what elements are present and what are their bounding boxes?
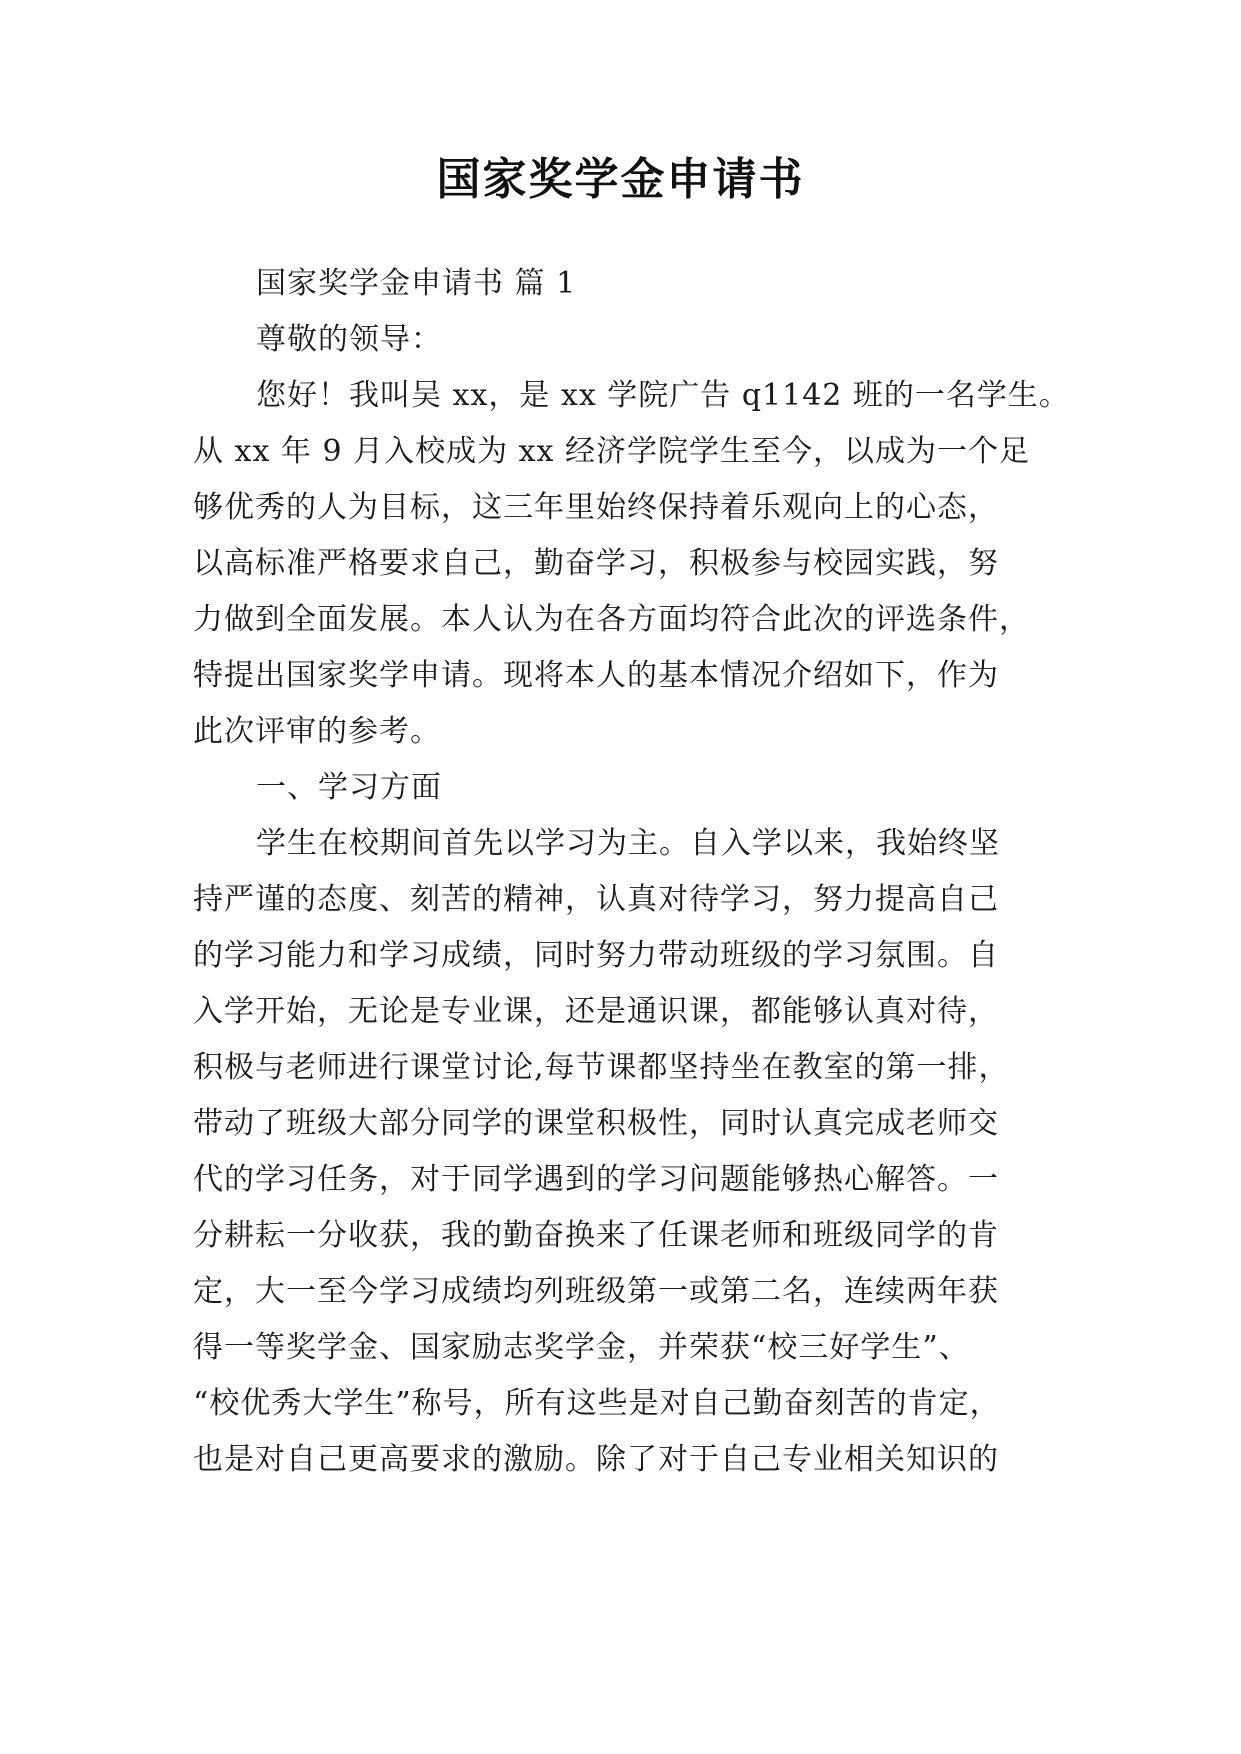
body-line: 带动了班级大部分同学的课堂积极性，同时认真完成老师交 [193, 1106, 999, 1141]
body-line: 入学开始，无论是专业课，还是通识课，都能够认真对待， [193, 994, 999, 1029]
body-line: 的学习能力和学习成绩，同时努力带动班级的学习氛围。自 [193, 938, 999, 973]
body-line: 代的学习任务，对于同学遇到的学习问题能够热心解答。一 [193, 1162, 999, 1197]
body-line: 特提出国家奖学申请。现将本人的基本情况介绍如下，作为 [193, 658, 999, 693]
document-title: 国家奖学金申请书 [436, 154, 805, 205]
body-line: 积极与老师进行课堂讨论,每节课都坚持坐在教室的第一排， [193, 1050, 1010, 1085]
body-line: 您好！我叫吴 xx，是 xx 学院广告 q1142 班的一名学生。 [256, 378, 1070, 413]
body-line: 得一等奖学金、国家励志奖学金，并荣获“校三好学生”、 [193, 1330, 970, 1365]
document-body [193, 256, 1070, 1488]
body-line: 尊敬的领导： [256, 322, 442, 357]
body-line: 也是对自己更高要求的激励。除了对于自己专业相关知识的 [193, 1442, 999, 1477]
body-line: 国家奖学金申请书 篇 1 [256, 266, 577, 301]
body-line: 力做到全面发展。本人认为在各方面均符合此次的评选条件， [193, 602, 1030, 637]
body-line: 以高标准严格要求自己，勤奋学习，积极参与校园实践，努 [193, 546, 999, 581]
body-line: 定，大一至今学习成绩均列班级第一或第二名，连续两年获 [193, 1274, 999, 1309]
body-line: 分耕耘一分收获，我的勤奋换来了任课老师和班级同学的肯 [193, 1218, 999, 1253]
body-line: 从 xx 年 9 月入校成为 xx 经济学院学生至今，以成为一个足 [193, 434, 1030, 469]
body-line: 学生在校期间首先以学习为主。自入学以来，我始终坚 [256, 826, 1000, 861]
body-line: 一、学习方面 [256, 770, 442, 805]
body-line: 够优秀的人为目标，这三年里始终保持着乐观向上的心态， [193, 490, 999, 525]
body-line: 此次评审的参考。 [193, 714, 441, 749]
body-line: “校优秀大学生”称号，所有这些是对自己勤奋刻苦的肯定， [193, 1386, 1001, 1421]
body-line: 持严谨的态度、刻苦的精神，认真对待学习，努力提高自己 [193, 882, 999, 917]
